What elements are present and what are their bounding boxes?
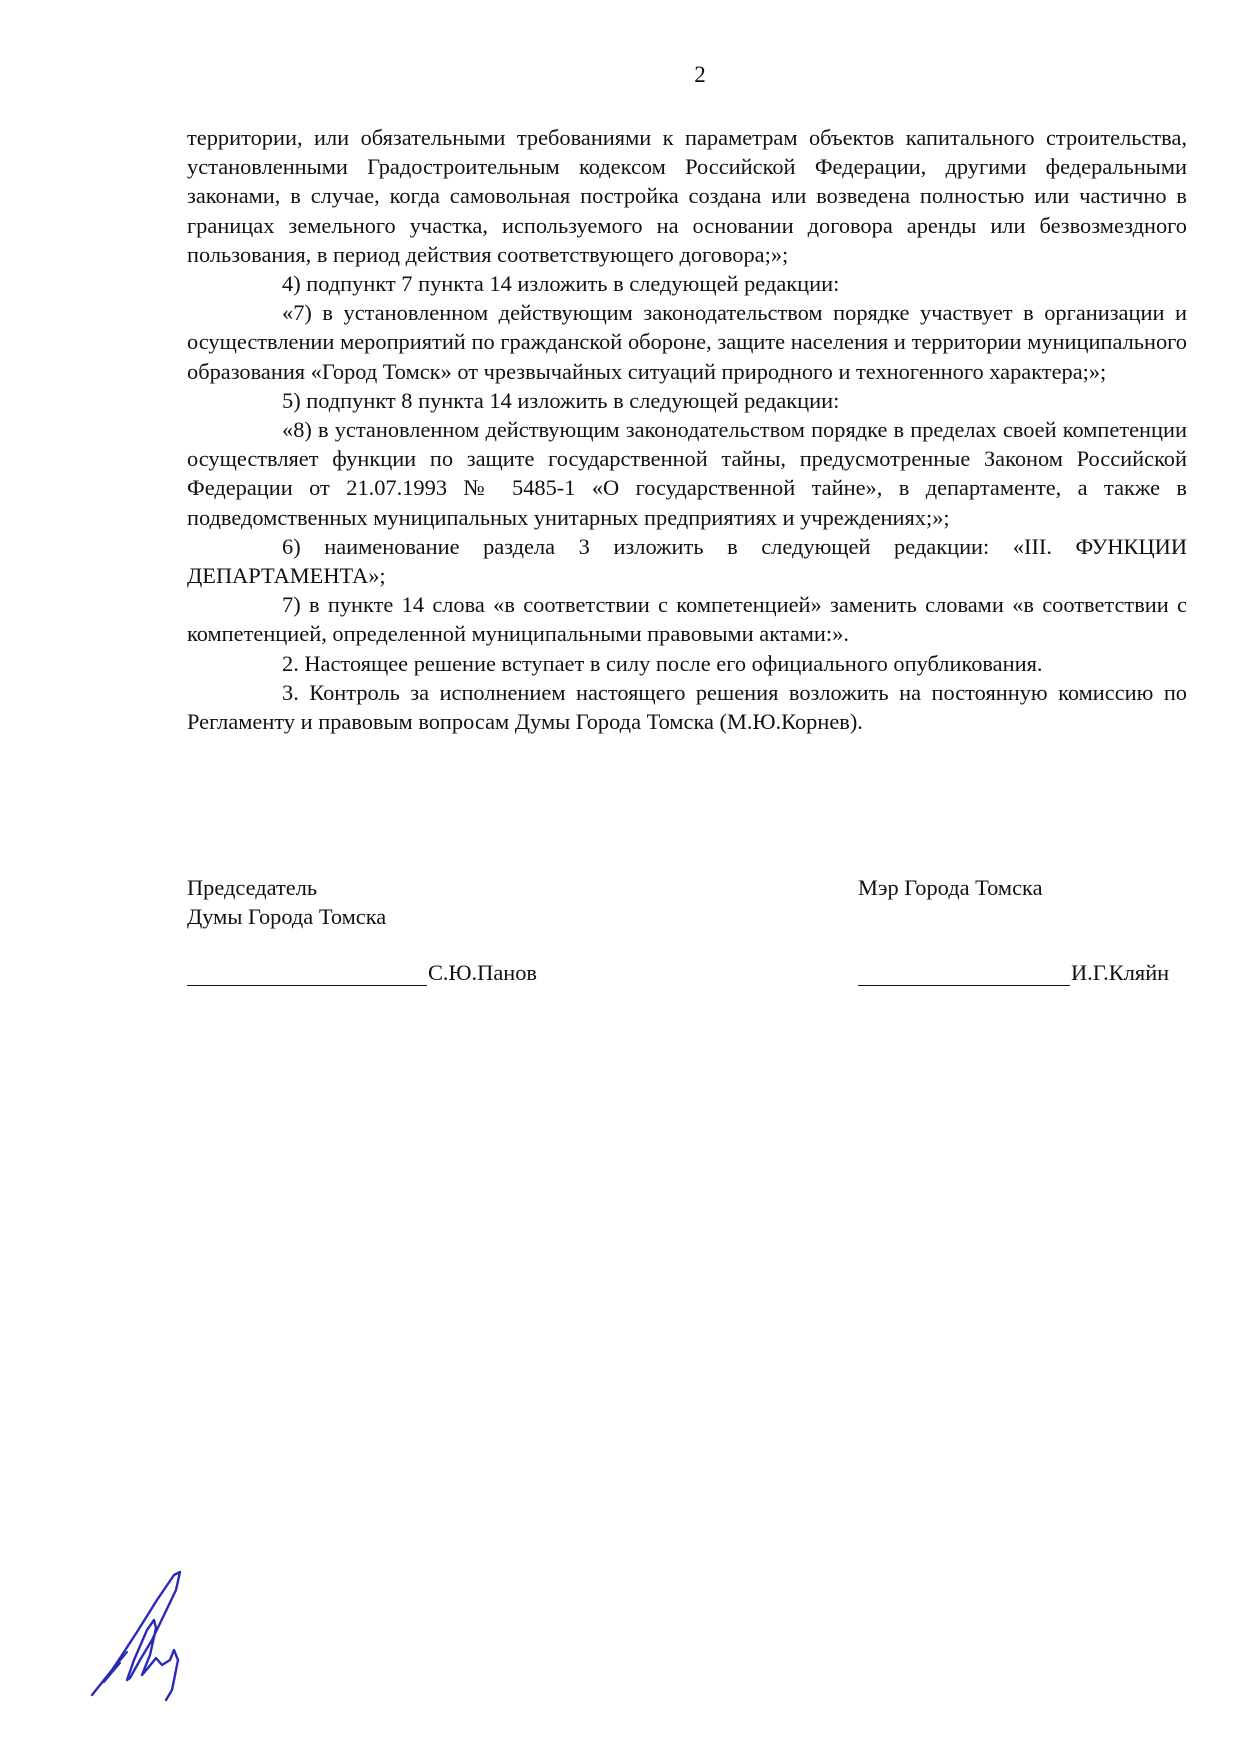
paragraph-item-6: 6) наименование раздела 3 изложить в следующей редакции: «III. ФУНКЦИИ ДЕПАРТАМЕНТА»; (187, 533, 1187, 589)
document-body (187, 123, 1187, 736)
signature-block-chairman (187, 873, 386, 931)
mayor-name: И.Г.Кляйн (1071, 960, 1170, 985)
mayor-title: Мэр Города Томска (858, 875, 1043, 900)
chairman-title-line1: Председатель (187, 875, 318, 900)
paragraph-item-5-text: «8) в установленном действующим законодательством порядке в пределах своей компетенции осуществляет функции по защите государственной тайны, предусмотренные Законом Российской Федерации от 21.07.1993 № 5485-1 «О государственной тайне», в департаменте, а также в подведомственных муниципальных унитарных предприятиях и учреждениях;»; (187, 417, 1187, 530)
paragraph-clause-2: 2. Настоящее решение вступает в силу после его официального опубликования. (282, 650, 1043, 676)
paragraph-item-5: 5) подпункт 8 пункта 14 изложить в следующей редакции: (282, 387, 840, 413)
paragraph-item-4-text: «7) в установленном действующим законодательством порядке участвует в организации и осуществлении мероприятий по гражданской обороне, защите населения и территории муниципального образования «Город Томск» от чрезвычайных ситуаций природного и техногенного характера;»; (187, 300, 1187, 384)
chairman-name: С.Ю.Панов (428, 960, 538, 985)
chairman-signature-line (187, 960, 537, 986)
signature-rule (858, 963, 1070, 986)
handwritten-signature-icon (82, 1560, 222, 1710)
mayor-signature-line (858, 960, 1169, 986)
paragraph-item-4: 4) подпункт 7 пункта 14 изложить в следующей редакции: (282, 271, 840, 297)
paragraph-item-7: 7) в пункте 14 слова «в соответствии с компетенцией» заменить словами «в соответствии с компетенцией, определенной муниципальными правовыми актами:». (187, 592, 1187, 647)
signature-block-mayor (858, 873, 1043, 902)
paragraph-continuation: территории, или обязательными требованиями к параметрам объектов капитального строительства, установленными Градостроительным кодексом Российской Федерации, другими федеральными законами, в случае, когда самовольная постройка создана или возведена полностью или частично в границах земельного участка, используемого на основании договора аренды или безвозмездного пользования, в период действия соответствующего договора;»; (187, 125, 1187, 267)
page-number: 2 (694, 62, 706, 87)
paragraph-clause-3: 3. Контроль за исполнением настоящего решения возложить на постоянную комиссию по Регламенту и правовым вопросам Думы Города Томска (М.Ю.Корнев). (187, 679, 1187, 735)
signature-rule (187, 963, 427, 986)
chairman-title-line2: Думы Города Томска (187, 904, 387, 929)
